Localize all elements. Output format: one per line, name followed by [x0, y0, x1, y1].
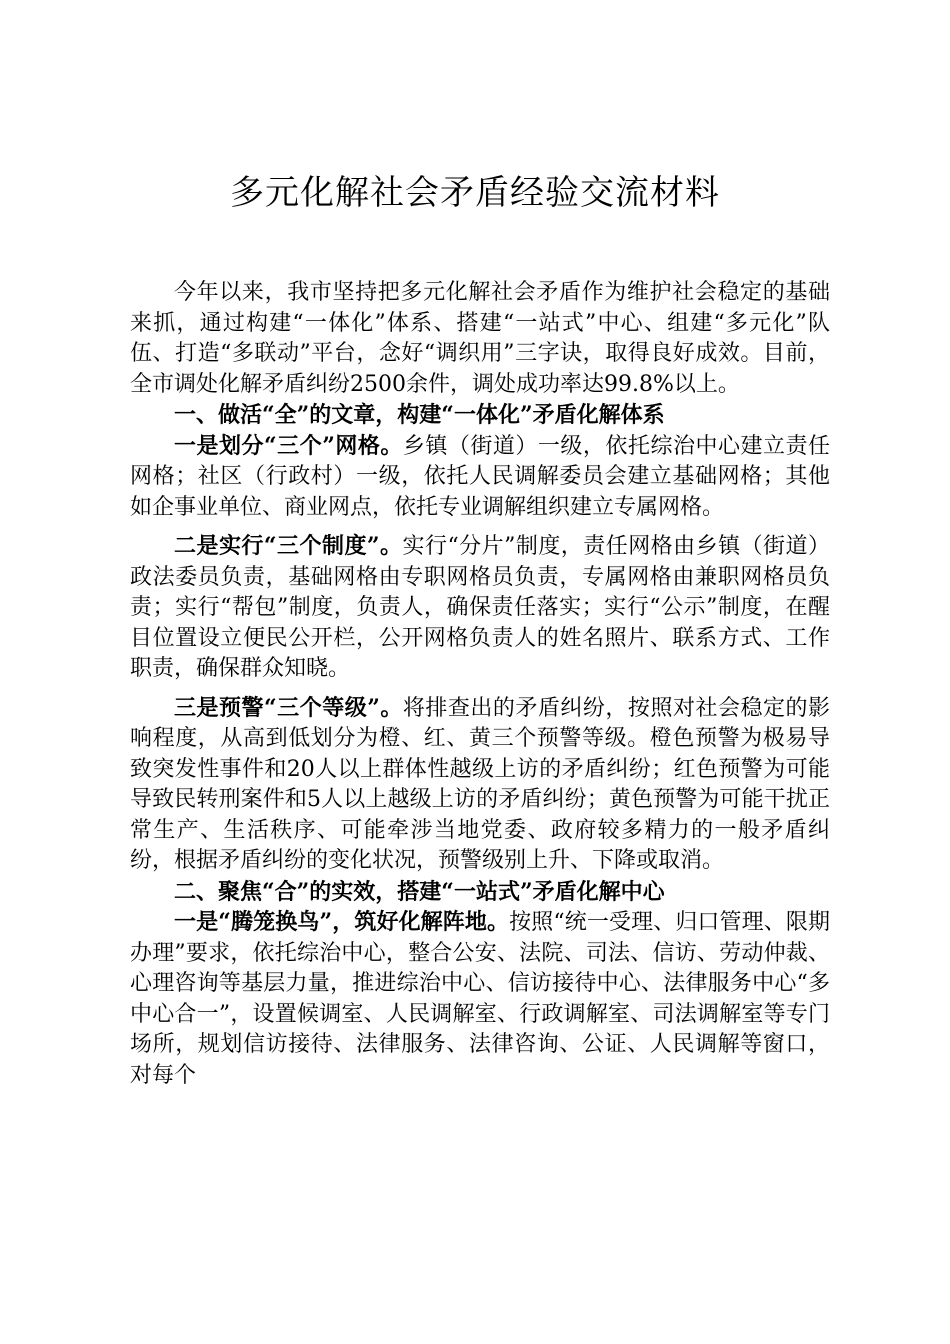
document-body [130, 278, 830, 1091]
section-2-item-1-lead: 一是“腾笼换鸟”，筑好化解阵地。 [174, 909, 510, 935]
section-1-item-2-lead: 二是实行“三个制度”。 [174, 533, 403, 559]
section-2-heading: 二、聚焦“合”的实效，搭建“一站式”矛盾化解中心 [174, 878, 665, 905]
section-1-item-3-text: 将排查出的矛盾纠纷，按照对社会稳定的影响程度，从高到低划分为橙、红、黄三个预警等级。橙色预警为极易导致突发性事件和20人以上群体性越级上访的矛盾纠纷；红色预警为可能导致民转刑案件和5人以上越级上访的矛盾纠纷；黄色预警为可能干扰正常生产、生活秩序、可能牵涉当地党委、政府较多精力的一般矛盾纠纷，根据矛盾纠纷的变化状况，预警级别上升、下降或取消。 [130, 695, 830, 873]
section-2-item-1 [130, 907, 830, 1091]
section-1-item-3 [130, 693, 830, 877]
section-1-item-3-lead: 三是预警“三个等级”。 [174, 694, 403, 721]
document-title: 多元化解社会矛盾经验交流材料 [230, 173, 720, 213]
section-1-item-2 [130, 531, 830, 685]
section-1-item-2-text: 实行“分片”制度，责任网格由乡镇（街道）政法委员负责，基础网格由专职网格员负责，专属网格由兼职网格员负责；实行“帮包”制度，负责人，确保责任落实；实行“公示”制度，在醒目位置设立便民公开栏，公开网格负责人的姓名照片、联系方式、工作职责，确保群众知晓。 [130, 534, 830, 681]
section-2-item-1-text: 按照“统一受理、归口管理、限期办理”要求，依托综治中心，整合公安、法院、司法、信访、劳动仲裁、心理咨询等基层力量，推进综治中心、信访接待中心、法律服务中心“多中心合一”，设置候调室、人民调解室、行政调解室、司法调解室等专门场所，规划信访接待、法律服务、法律咨询、公证、人民调解等窗口，对每个 [130, 910, 831, 1088]
section-1-item-1-text: 乡镇（街道）一级，依托综治中心建立责任网格；社区（行政村）一级，依托人民调解委员会建立基础网格；其他如企事业单位、商业网点，依托专业调解组织建立专属网格。 [130, 433, 830, 520]
section-1-item-1-lead: 一是划分“三个”网格。 [174, 432, 403, 459]
section-1-heading: 一、做活“全”的文章，构建“一体化”矛盾化解体系 [174, 402, 665, 428]
section-1-item-1 [130, 431, 830, 524]
intro-paragraph: 今年以来，我市坚持把多元化解社会矛盾作为维护社会稳定的基础来抓，通过构建“一体化”体系、搭建“一站式”中心、组建“多元化”队伍、打造“多联动”平台，念好“调织用”三字诀，取得良好成效。目前，全市调处化解矛盾纠纷2500余件，调处成功率达99.8%以上。 [130, 280, 830, 397]
